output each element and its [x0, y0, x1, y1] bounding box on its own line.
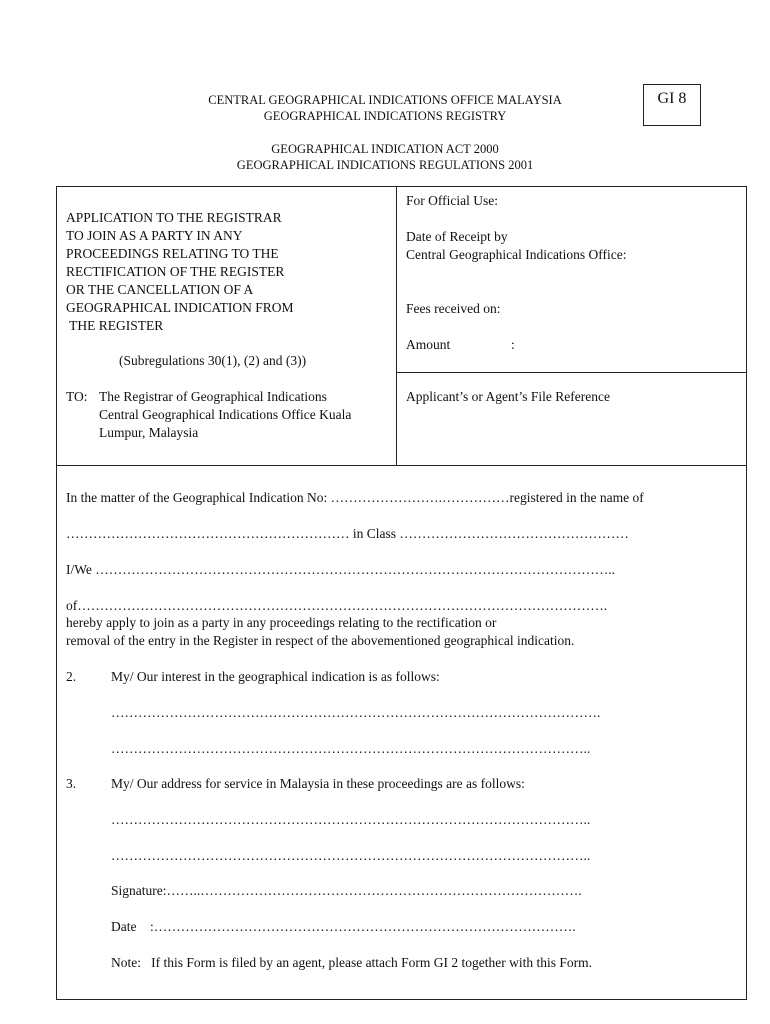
header-line-1: CENTRAL GEOGRAPHICAL INDICATIONS OFFICE MALAYSIA — [208, 93, 562, 107]
header-line-2: GEOGRAPHICAL INDICATIONS REGISTRY — [263, 109, 507, 123]
to-address-line: Lumpur, Malaysia — [99, 425, 199, 440]
application-title — [66, 209, 294, 335]
file-reference-label: Applicant’s or Agent’s File Reference — [406, 389, 610, 404]
receipt-label-line-1: Date of Receipt by — [406, 229, 508, 244]
official-use-title: For Official Use: — [406, 193, 498, 208]
agent-note: Note: If this Form is filed by an agent, please attach Form GI 2 together with this Form. — [111, 955, 593, 970]
signature-line: Signature:……..…………………………………………………………………………. — [111, 883, 582, 898]
item-3-blank-2: …………………………………………………………………………………………….. — [111, 848, 591, 863]
to-address — [99, 388, 351, 442]
header-regulations: GEOGRAPHICAL INDICATIONS REGULATIONS 2001 — [236, 158, 534, 172]
title-line: RECTIFICATION OF THE REGISTER — [66, 264, 285, 279]
class-line: ……………………………………………………… in Class …………………………………………… — [66, 526, 629, 541]
receipt-label-line-2: Central Geographical Indications Office: — [406, 247, 627, 262]
item-2-blank-2: …………………………………………………………………………………………….. — [111, 741, 591, 756]
to-label: TO: — [66, 389, 88, 404]
title-line: PROCEEDINGS RELATING TO THE — [66, 246, 279, 261]
item-2-number: 2. — [66, 669, 77, 684]
apply-statement-line-1: hereby apply to join as a party in any proceedings relating to the rectification or — [66, 615, 497, 630]
official-use-divider — [396, 372, 747, 373]
item-2-blank-1: ………………………………………………………………………………………………. — [111, 705, 601, 720]
title-line: APPLICATION TO THE REGISTRAR — [66, 210, 282, 225]
item-3-number: 3. — [66, 776, 77, 791]
applicant-name-line: I/We …………………………………………………………………………………………………….. — [66, 562, 616, 577]
date-line: Date :…………………………………………………………………………………. — [111, 919, 576, 934]
fees-received-label: Fees received on: — [406, 301, 501, 316]
title-line: THE REGISTER — [66, 318, 164, 333]
item-2-text: My/ Our interest in the geographical indication is as follows: — [111, 669, 440, 684]
applicant-address-line: of………………………………………………………………………………………………………. — [66, 598, 608, 613]
apply-statement-line-2: removal of the entry in the Register in respect of the abovementioned geographical indication. — [66, 633, 575, 648]
title-line: TO JOIN AS A PARTY IN ANY — [66, 228, 243, 243]
to-address-line: Central Geographical Indications Office Kuala — [99, 407, 352, 422]
title-line: GEOGRAPHICAL INDICATION FROM — [66, 300, 294, 315]
matter-line: In the matter of the Geographical Indication No: …………………….……………registered in the name of — [66, 490, 644, 505]
item-3-text: My/ Our address for service in Malaysia in these proceedings are as follows: — [111, 776, 525, 791]
title-line: OR THE CANCELLATION OF A — [66, 282, 254, 297]
amount-label: Amount — [406, 337, 451, 352]
amount-colon: : — [511, 337, 515, 352]
item-3-blank-1: …………………………………………………………………………………………….. — [111, 812, 591, 827]
to-address-line: The Registrar of Geographical Indications — [99, 389, 327, 404]
header-section-divider — [56, 465, 747, 466]
form-number-box: GI 8 — [643, 84, 701, 126]
header-act: GEOGRAPHICAL INDICATION ACT 2000 — [271, 142, 499, 156]
subregulations-note: (Subregulations 30(1), (2) and (3)) — [119, 353, 307, 368]
column-divider — [396, 186, 397, 465]
